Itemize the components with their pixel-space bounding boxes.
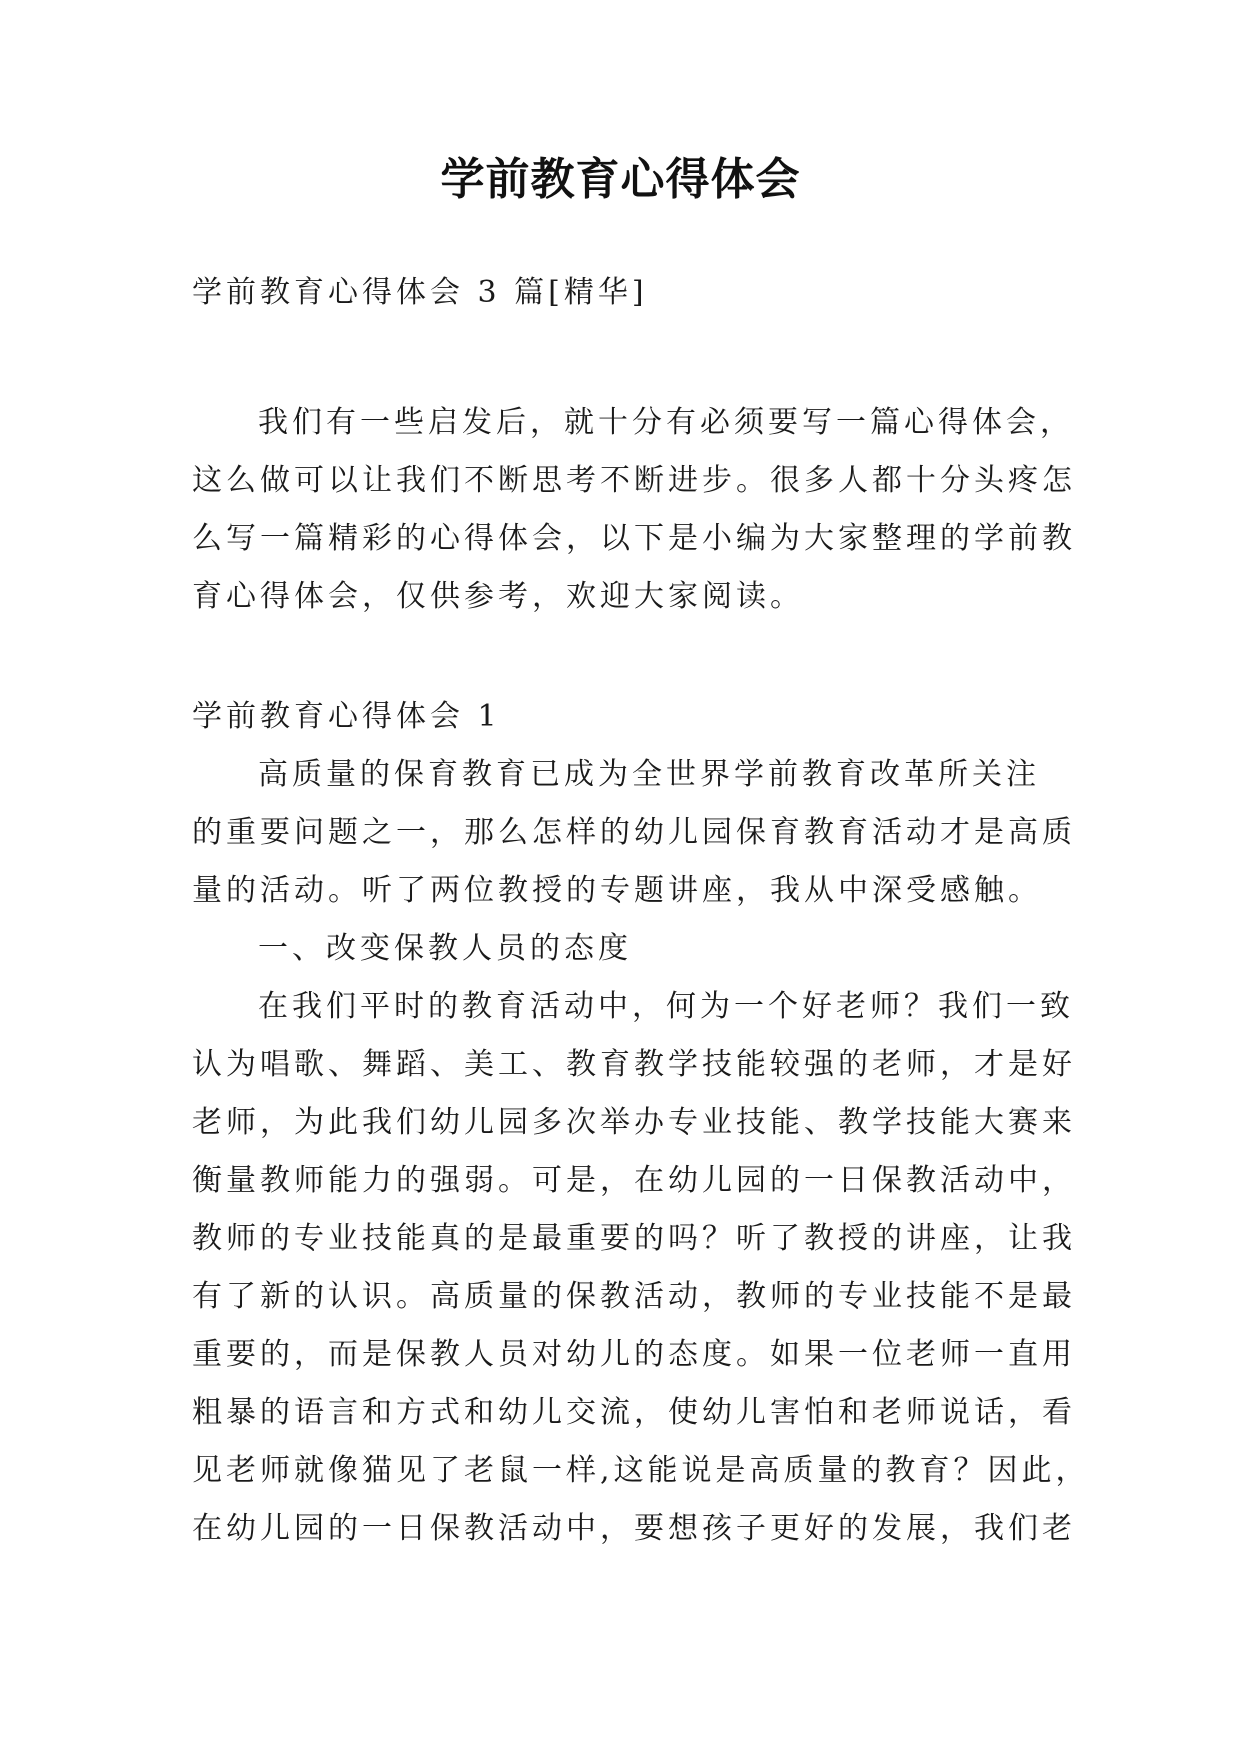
paragraph-line: 在我们平时的教育活动中，何为一个好老师？我们一致 [258,989,1074,1024]
subheading: 一、改变保教人员的态度 [258,931,632,966]
intro-line: 育心得体会，仅供参考，欢迎大家阅读。 [192,579,804,614]
document-subtitle: 学前教育心得体会 3 篇[精华] [192,275,648,310]
paragraph-line: 重要的，而是保教人员对幼儿的态度。如果一位老师一直用 [192,1337,1076,1372]
document-body [192,264,1090,1558]
paragraph-line: 教师的专业技能真的是最重要的吗？听了教授的讲座，让我 [192,1221,1076,1256]
paragraph-line: 衡量教师能力的强弱。可是，在幼儿园的一日保教活动中， [192,1163,1076,1198]
section-heading: 学前教育心得体会 1 [192,699,501,734]
paragraph-line: 有了新的认识。高质量的保教活动，教师的专业技能不是最 [192,1279,1076,1314]
paragraph-line: 在幼儿园的一日保教活动中，要想孩子更好的发展，我们老 [192,1511,1076,1546]
paragraph-line: 高质量的保育教育已成为全世界学前教育改革所关注 [258,757,1040,792]
intro-line: 我们有一些启发后，就十分有必须要写一篇心得体会， [258,405,1074,440]
paragraph-2 [192,978,1090,1558]
paragraph-line: 见老师就像猫见了老鼠一样,这能说是高质量的教育？因此， [192,1453,1090,1488]
intro-line: 这么做可以让我们不断思考不断进步。很多人都十分头疼怎 [192,463,1076,498]
paragraph-line: 老师，为此我们幼儿园多次举办专业技能、教学技能大赛来 [192,1105,1076,1140]
intro-line: 么写一篇精彩的心得体会，以下是小编为大家整理的学前教 [192,521,1076,556]
intro-paragraph [192,394,1076,626]
paragraph-line: 量的活动。听了两位教授的专题讲座，我从中深受感触。 [192,873,1042,908]
paragraph-line: 认为唱歌、舞蹈、美工、教育教学技能较强的老师，才是好 [192,1047,1076,1082]
paragraph-line: 的重要问题之一，那么怎样的幼儿园保育教育活动才是高质 [192,815,1076,850]
paragraph-line: 粗暴的语言和方式和幼儿交流，使幼儿害怕和老师说话，看 [192,1395,1076,1430]
document-title: 学前教育心得体会 [440,154,801,205]
paragraph-1 [192,746,1076,920]
